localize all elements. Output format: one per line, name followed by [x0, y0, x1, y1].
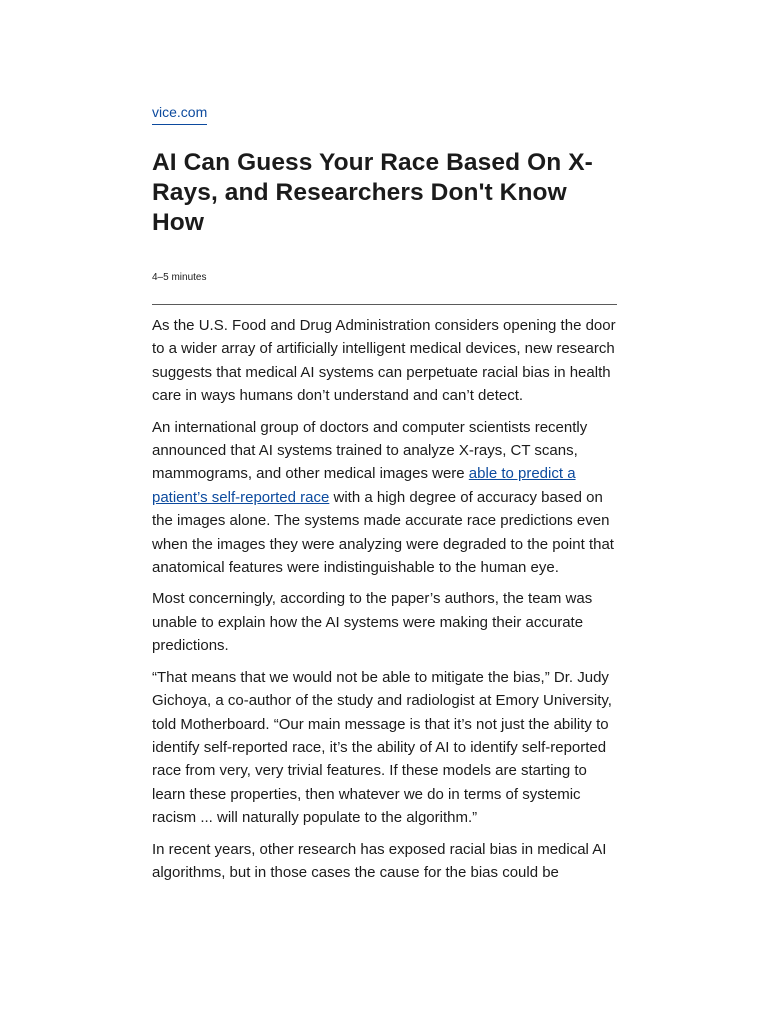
- paragraph-1: As the U.S. Food and Drug Administration considers opening the door to a wider array of artificially intelligent medical devices, new research suggests that medical AI systems can perpetuate racial bias in health care in ways humans don’t understand and can’t detect.: [152, 317, 616, 405]
- article-title: AI Can Guess Your Race Based On X-Rays, and Researchers Don't Know How: [152, 149, 593, 236]
- paragraph-4: “That means that we would not be able to mitigate the bias,” Dr. Judy Gichoya, a co-author of the study and radiologist at Emory University, told Motherboard. “Our main message is that it’s not just the ability to identify self-reported race, it’s the ability of AI to identify self-reported race from very, very trivial features. If these models are starting to learn these properties, then whatever we do in terms of systemic racism ... will naturally populate to the algorithm.”: [152, 668, 612, 827]
- paragraph-2: [152, 416, 617, 580]
- article-body: [152, 314, 617, 892]
- source-link[interactable]: vice.com: [152, 103, 207, 125]
- divider: [152, 304, 617, 305]
- paragraph-2-text-before: An international group of doctors and computer scientists recently announced that AI systems trained to analyze X-rays, CT scans, mammograms, and other medical images were: [152, 418, 588, 483]
- paragraph-2-text-after: with a high degree of accuracy based on the images alone. The systems made accurate race predictions even when the images they were analyzing were degraded to the point that anatomical features were indistinguishable to the human eye.: [152, 488, 614, 577]
- study-link[interactable]: able to predict a patient’s self-reported race: [152, 465, 576, 506]
- reading-time: 4–5 minutes: [152, 272, 207, 283]
- paragraph-5: In recent years, other research has exposed racial bias in medical AI algorithms, but in those cases the cause for the bias could be: [152, 840, 607, 881]
- paragraph-3: Most concerningly, according to the paper’s authors, the team was unable to explain how the AI systems were making their accurate predictions.: [152, 590, 593, 655]
